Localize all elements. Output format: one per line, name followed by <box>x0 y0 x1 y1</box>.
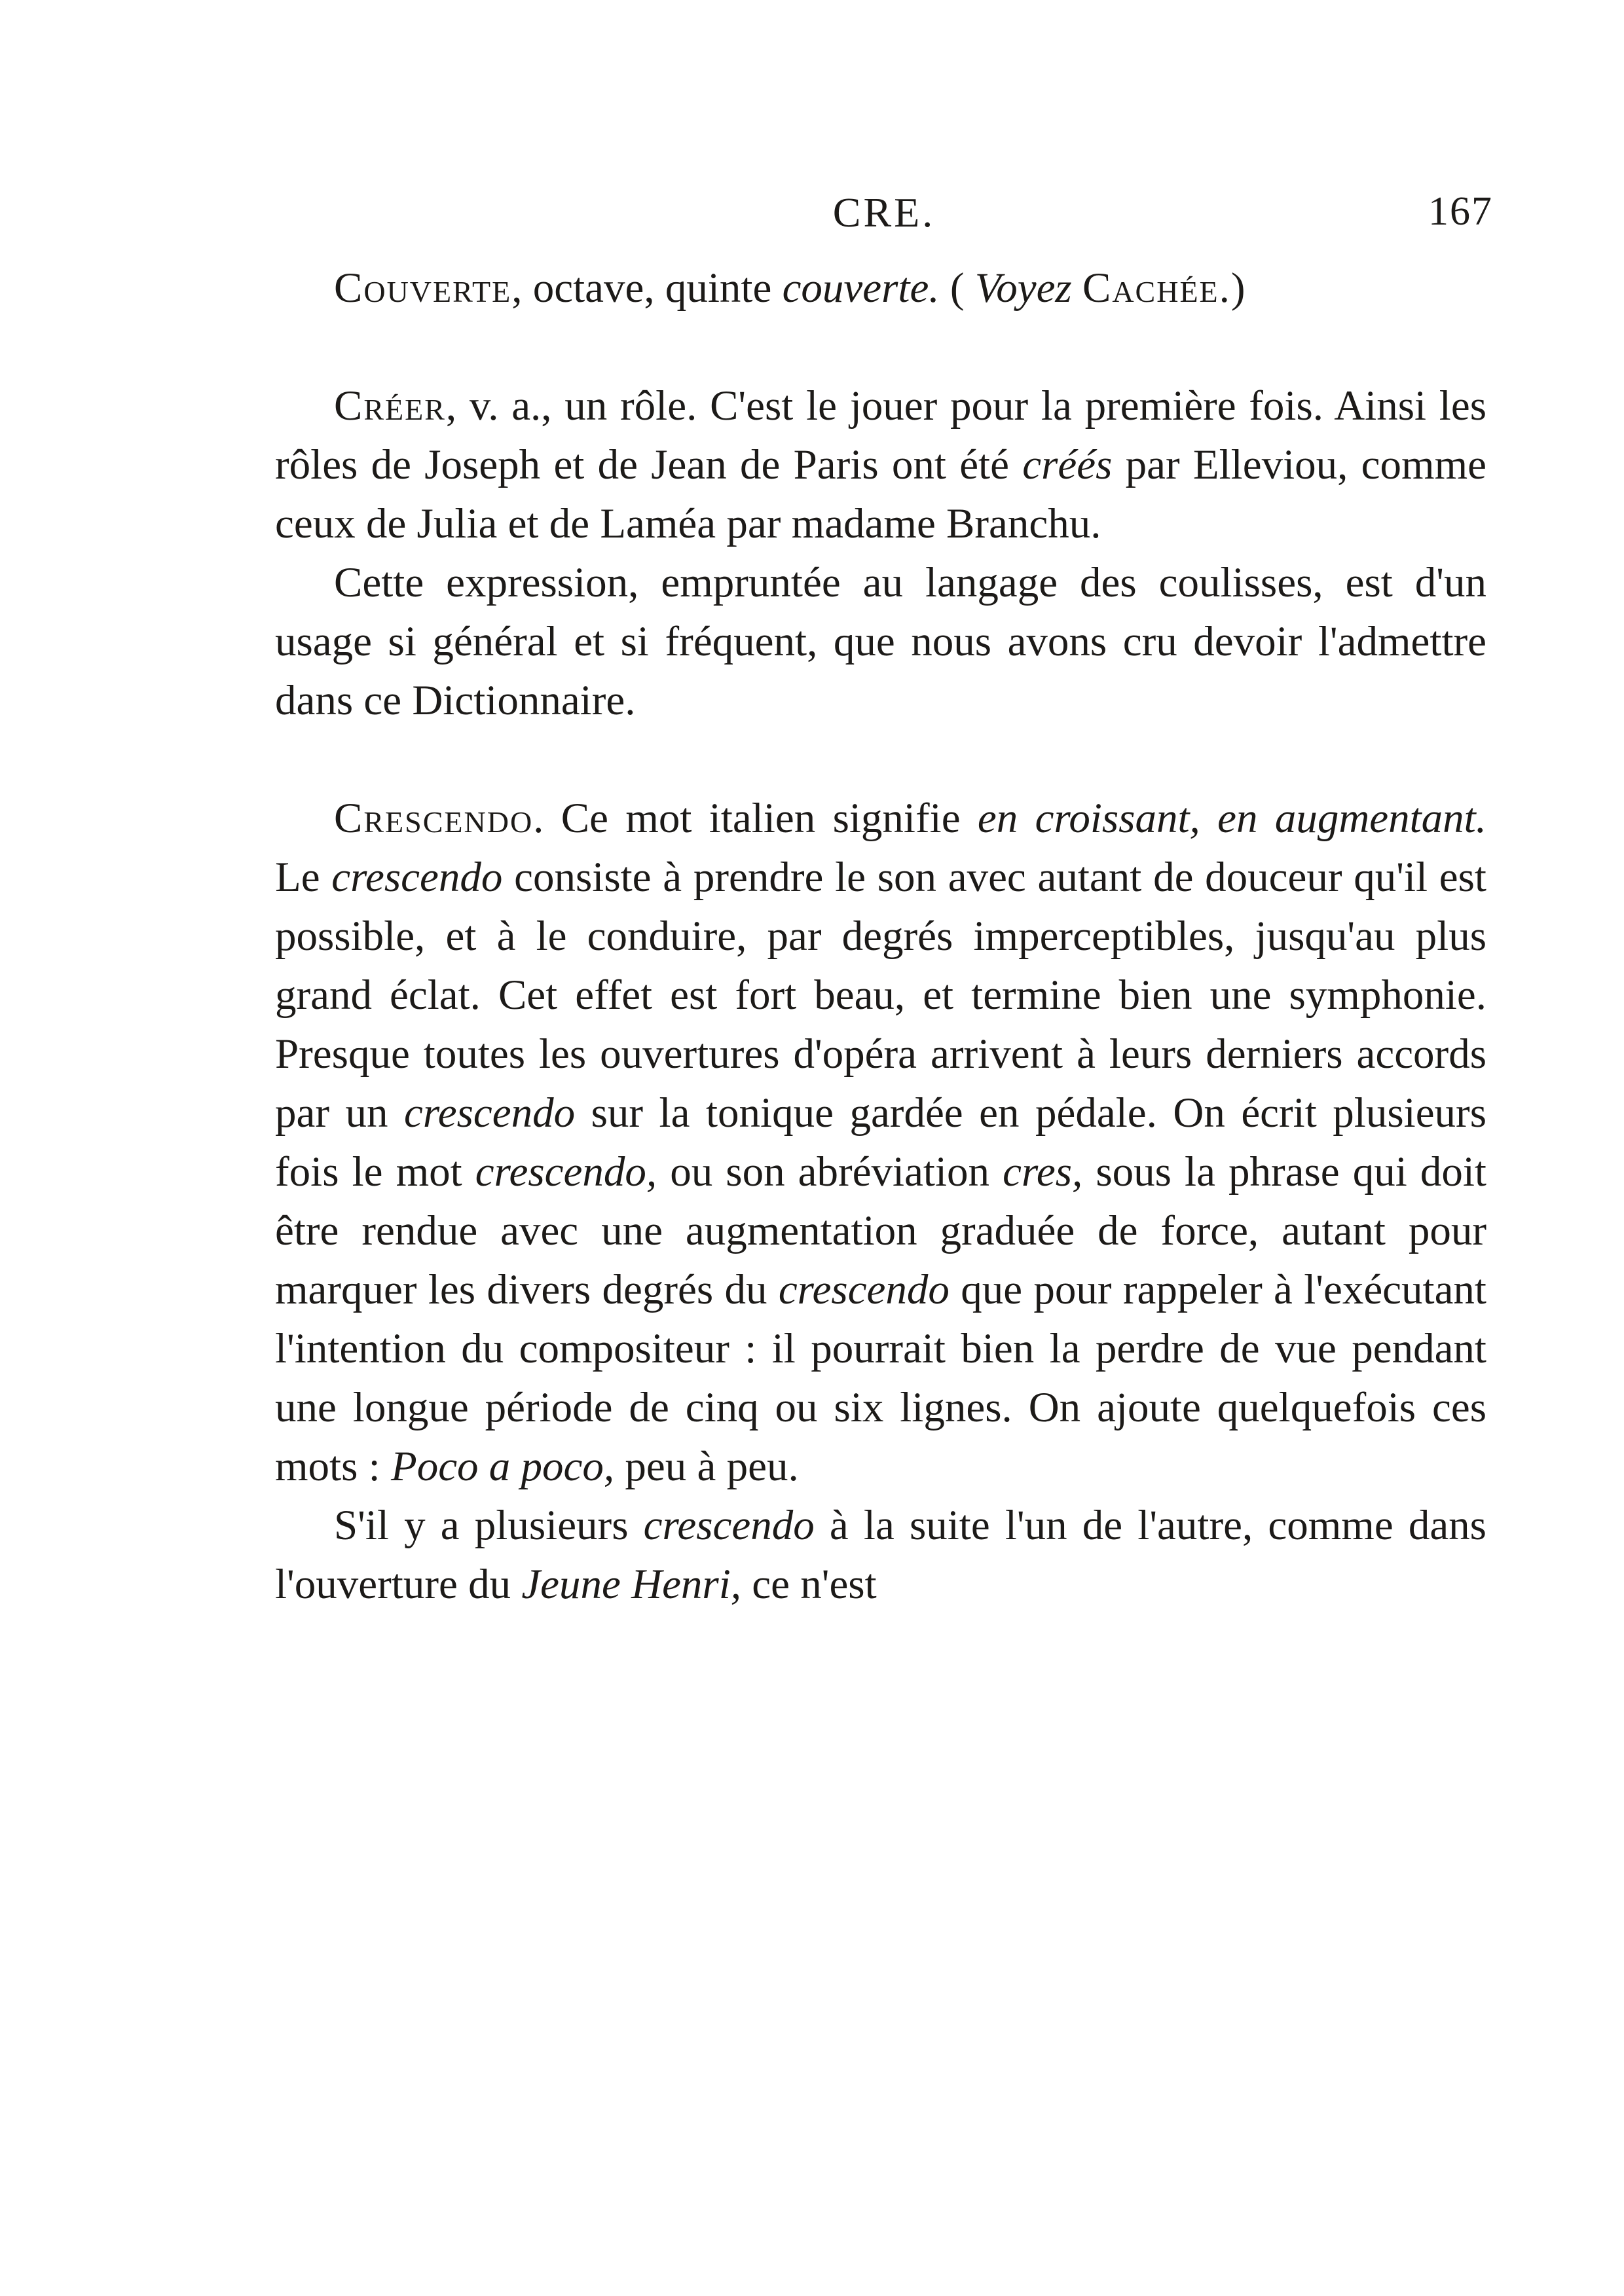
entry-italic: crescendo, <box>475 1148 657 1195</box>
entry-creer <box>275 376 1486 553</box>
entry-italic: crescendo <box>643 1502 815 1549</box>
entry-crescendo <box>275 789 1486 1496</box>
entry-gap <box>275 318 1486 376</box>
entry-italic: créés <box>1022 441 1113 488</box>
entry-term: Créer <box>334 382 446 429</box>
entry-italic: Poco a poco, <box>390 1443 615 1490</box>
page-number: 167 <box>1428 189 1493 234</box>
entry-term: Crescendo <box>334 795 534 842</box>
cross-reference: Cachée. <box>1082 264 1231 312</box>
entry-text: sur la tonique gardée en pédale. On écrit plusieurs fois le mot <box>275 1089 1486 1195</box>
entry-text: Le <box>275 854 332 901</box>
entry-italic: crescendo <box>778 1266 950 1313</box>
entry-text <box>1072 264 1082 312</box>
page-header <box>275 169 1493 247</box>
entry-couverte <box>275 259 1486 318</box>
entry-text: peu à peu. <box>614 1443 799 1490</box>
entry-text: ou son abréviation <box>657 1148 1003 1195</box>
entry-text: sous la phrase qui doit être rendue avec une augmentation graduée de force, autant pour marquer les divers degrés du <box>275 1148 1486 1313</box>
entry-text: ( <box>939 264 975 312</box>
entry-term: Couverte <box>334 264 512 312</box>
entry-crescendo-paragraph-2 <box>275 1496 1486 1614</box>
page-body <box>275 259 1486 1614</box>
entry-italic: crescendo <box>331 854 503 901</box>
entry-text: ce n'est <box>741 1561 877 1608</box>
entry-text: que pour rappeler à l'exécutant l'intention du compositeur : il pourrait bien la perdre de vue pendant une longue période de cinq ou six lignes. On ajoute quelquefois ces mots : <box>275 1266 1486 1490</box>
entry-creer-paragraph-2: Cette expression, empruntée au langage des coulisses, est d'un usage si général et si fréquent, que nous avons cru devoir l'admettre dans ce Dictionnaire. <box>275 559 1486 724</box>
entry-text: , octave, quinte <box>511 264 783 312</box>
entry-text: , v. a., un rôle. C'est le jouer pour la première fois. Ainsi les rôles de Joseph et de Jean de Paris ont été <box>275 382 1486 488</box>
entry-gap <box>275 730 1486 789</box>
entry-italic: Jeune Henri, <box>521 1561 742 1608</box>
entry-italic: cres, <box>1003 1148 1083 1195</box>
running-title: CRE. <box>832 189 936 236</box>
entry-text: ) <box>1230 264 1246 312</box>
entry-italic: couverte. <box>782 264 940 312</box>
entry-text: consiste à prendre le son avec autant de douceur qu'il est possible, et à le conduire, par degrés imperceptibles, jusqu'au plus grand éclat. Cet effet est fort beau, et termine bien une symphonie. Presque toutes les ouvertures d'opéra arrivent à leurs derniers accords par un <box>275 854 1486 1137</box>
entry-italic: Voyez <box>974 264 1072 312</box>
entry-text: à la suite l'un de l'autre, comme dans l'ouverture du <box>275 1502 1486 1608</box>
entry-italic: crescendo <box>404 1089 576 1137</box>
entry-text: par Elleviou, comme ceux de Julia et de Laméa par madame Branchu. <box>275 441 1486 547</box>
entry-italic: en croissant, en augmentant. <box>977 795 1486 842</box>
entry-text: . Ce mot italien signifie <box>533 795 978 842</box>
entry-text: S'il y a plusieurs <box>334 1502 644 1549</box>
